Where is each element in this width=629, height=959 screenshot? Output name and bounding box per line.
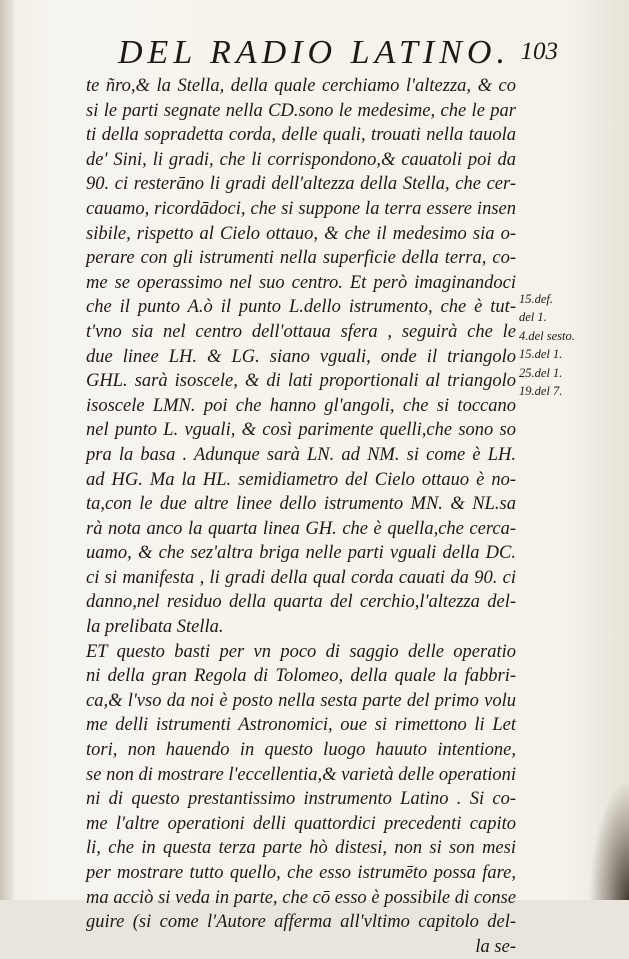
text-line: t'vno sia nel centro dell'ottaua sfera , seguirà che le bbox=[86, 321, 516, 342]
text-line: danno,nel residuo della quarta del cerchio,l'altezza del- bbox=[86, 592, 516, 613]
margin-note: 4.del sesto. bbox=[519, 328, 575, 343]
text-line: ca,& l'vso da noi è posto nella sesta parte del primo volu bbox=[86, 690, 516, 711]
catchword: la se- bbox=[475, 936, 516, 957]
text-line: GHL. sarà isoscele, & di lati proportionali al triangolo bbox=[86, 371, 516, 392]
margin-note: 25.del 1. bbox=[519, 365, 563, 380]
body-text bbox=[86, 74, 516, 959]
text-line: ET questo basti per vn poco di saggio delle operatio bbox=[86, 641, 516, 662]
text-line: due linee LH. & LG. siano vguali, onde il triangolo bbox=[86, 346, 516, 367]
text-line: uamo, & che sez'altra briga nelle parti vguali della DC. bbox=[86, 543, 516, 564]
text-line: nel punto L. vguali, & così parimente quelli,che sono so bbox=[86, 420, 516, 441]
text-line: per mostrare tutto quello, che esso istrumēto possa fare, bbox=[86, 863, 516, 883]
text-line: tori, non hauendo in questo luogo hauuto intentione, bbox=[86, 740, 516, 761]
text-line: li, che in questa terza parte hò distesi, non si son mesi bbox=[86, 838, 516, 859]
margin-notes bbox=[519, 290, 611, 400]
text-line: ad HG. Ma la HL. semidiametro del Cielo ottauo è no- bbox=[86, 469, 516, 490]
page-gutter bbox=[0, 0, 14, 900]
text-line: rà nota anco la quarta linea GH. che è quella,che cerca- bbox=[86, 518, 516, 539]
text-line: ni di questo prestantissimo instrumento Latino . Si co- bbox=[86, 789, 516, 810]
margin-note: 15.del 1. bbox=[519, 347, 563, 362]
running-title: DEL RADIO LATINO. bbox=[118, 34, 510, 71]
text-line: isoscele LMN. poi che hanno gl'angoli, che si toccano bbox=[86, 395, 516, 416]
text-line: la prelibata Stella. bbox=[86, 617, 224, 638]
text-line: me delli istrumenti Astronomici, oue si rimettono li Let bbox=[86, 715, 516, 736]
text-line: ni della gran Regola di Tolomeo, della quale la fabbri- bbox=[86, 666, 516, 687]
page-shadow bbox=[589, 780, 629, 900]
text-line: de' Sini, li gradi, che li corrispondono,& cauatoli poi da bbox=[86, 149, 516, 170]
margin-note: del 1. bbox=[519, 310, 547, 325]
text-line: 90. ci resterāno li gradi dell'altezza della Stella, che cer- bbox=[86, 174, 516, 195]
text-line: te ñro,& la Stella, della quale cerchiamo l'altezza, & co bbox=[86, 76, 516, 96]
text-line: guire (si come l'Autore afferma all'vltimo capitolo del- bbox=[86, 912, 516, 933]
page-number: 103 bbox=[520, 38, 558, 65]
page-header bbox=[118, 34, 558, 74]
margin-note: 19.del 7. bbox=[519, 384, 563, 399]
text-line: si le parti segnate nella CD.sono le medesime, che le par bbox=[86, 100, 516, 121]
text-line: se non di mostrare l'eccellentia,& varietà delle operationi bbox=[86, 764, 516, 785]
margin-note: 15.def. bbox=[519, 292, 554, 306]
text-line: ta,con le due altre linee dello istrumento MN. & NL.sa bbox=[86, 494, 516, 515]
text-line: ma acciò si veda in parte, che cō esso è possibile di conse bbox=[86, 887, 516, 908]
text-line: sibile, rispetto al Cielo ottauo, & che il medesimo sia o- bbox=[86, 223, 516, 244]
text-line: cauamo, ricordādoci, che si suppone la terra essere insen bbox=[86, 198, 516, 219]
text-line: che il punto A.ò il punto L.dello istrumento, che è tut- bbox=[86, 297, 516, 318]
text-line: ci si manifesta , li gradi della qual corda cauati da 90. ci bbox=[86, 567, 516, 588]
text-line: ti della sopradetta corda, delle quali, trouati nella tauola bbox=[86, 125, 516, 146]
text-line: me se operassimo nel suo centro. Et però imaginandoci bbox=[86, 272, 516, 293]
text-line: perare con gli istrumenti nella superficie della terra, co- bbox=[86, 248, 516, 269]
text-line: me l'altre operationi delli quattordici precedenti capito bbox=[86, 813, 516, 834]
text-line: pra la basa . Adunque sarà LN. ad NM. si come è LH. bbox=[86, 444, 516, 465]
